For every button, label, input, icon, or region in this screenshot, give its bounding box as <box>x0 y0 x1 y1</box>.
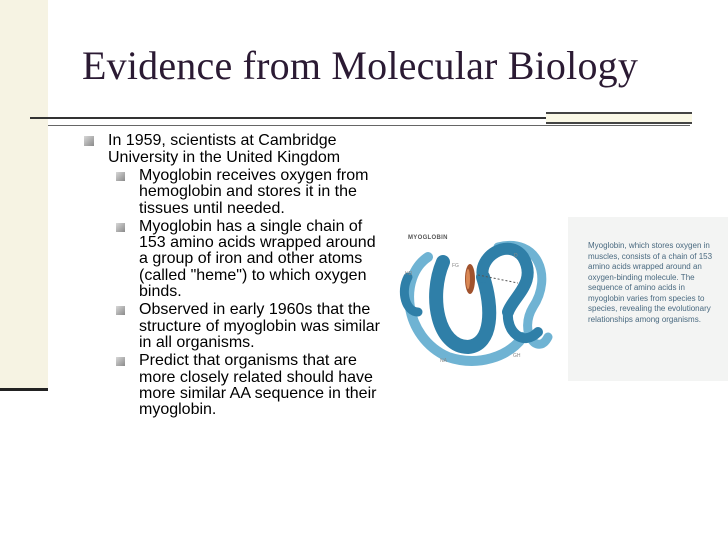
square-bullet-icon <box>116 172 125 181</box>
svg-text:GH: GH <box>513 353 521 359</box>
sub-bullet <box>84 353 384 418</box>
title-rule-accent <box>546 112 692 124</box>
sub-bullet-text: Observed in early 1960s that the structure of myoglobin was similar in all organisms. <box>139 301 380 351</box>
sub-bullet <box>84 168 384 217</box>
figure-caption: Myoglobin, which stores oxygen in muscles, consists of a chain of 153 amino acids wrapped around an oxygen-binding molecule. The sequence of amino acids in myoglobin varies from species to species, revealing the evolutionary relationships among organisms. <box>588 241 713 324</box>
svg-text:NA: NA <box>440 358 447 364</box>
slide-title: Evidence from Molecular Biology <box>82 43 639 88</box>
title-rule-thin <box>48 125 690 126</box>
square-bullet-icon <box>116 357 125 366</box>
left-decor-band <box>0 0 48 388</box>
main-bullet-text: In 1959, scientists at Cambridge University in the United Kingdom <box>108 132 341 166</box>
myoglobin-figure <box>388 217 728 381</box>
main-bullet <box>84 132 384 166</box>
svg-text:FG: FG <box>452 263 459 269</box>
square-bullet-icon <box>116 306 125 315</box>
square-bullet-icon <box>116 223 125 232</box>
left-decor-line <box>0 388 48 391</box>
svg-text:D: D <box>514 253 518 259</box>
svg-text:HD: HD <box>405 271 413 277</box>
sub-bullet-text: Myoglobin has a single chain of 153 amino acids wrapped around a group of iron and other atoms (called "heme") to which oxygen binds. <box>139 217 376 301</box>
square-bullet-icon <box>84 136 94 146</box>
sub-bullet-list <box>84 168 384 418</box>
sub-bullet <box>84 219 384 300</box>
sub-bullet <box>84 302 384 351</box>
slide-content <box>84 132 384 420</box>
sub-bullet-text: Predict that organisms that are more closely related should have more similar AA sequence in their myoglobin. <box>139 352 377 419</box>
sub-bullet-text: Myoglobin receives oxygen from hemoglobin and stores it in the tissues until needed. <box>139 167 369 217</box>
figure-label: MYOGLOBIN <box>408 235 448 241</box>
